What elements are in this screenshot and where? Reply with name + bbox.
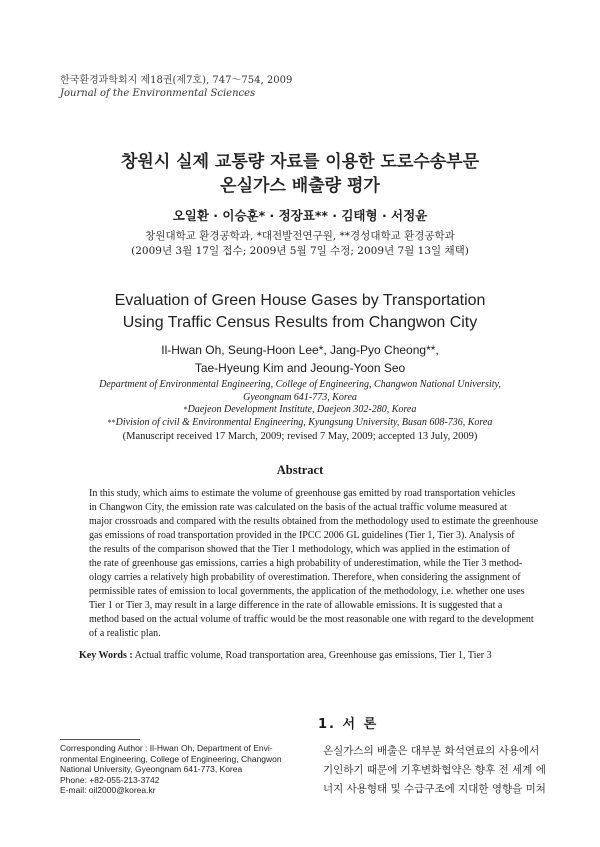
manuscript-dates: (Manuscript received 17 March, 2009; revised 7 May, 2009; accepted 13 July, 2009)	[122, 431, 478, 442]
footnote-divider	[60, 739, 140, 740]
english-title	[0, 290, 600, 334]
abstract-line: gas emissions of road transportation provided in the IPCC 2006 GL guidelines (Tier 1, Tier 3). Analysis of	[89, 530, 515, 541]
affiliation-2	[0, 404, 600, 417]
abstract-line: major crossroads and compared with the results obtained from the methodology used to estimate the greenhouse	[89, 516, 539, 527]
abstract-line: ology carries a relatively high probability of overestimation. Therefore, when considering the assignment of	[89, 572, 521, 583]
english-title-line-2: Using Traffic Census Results from Changwon City	[122, 314, 478, 331]
section-heading: 1. 서 론	[318, 717, 379, 732]
english-affiliations	[0, 379, 600, 429]
correspondence-line: Corresponding Author : Il-Hwan Oh, Department of Envi-	[60, 743, 273, 753]
english-authors-line-2: Tae-Hyeung Kim and Jeoung-Yoon Seo	[194, 361, 406, 375]
english-authors-line-1: Il-Hwan Oh, Seung-Hoon Lee*, Jang-Pyo Cheong**,	[161, 343, 439, 357]
keywords	[79, 649, 539, 663]
keywords-text: Actual traffic volume, Road transportation area, Greenhouse gas emissions, Tier 1, Tier 3	[132, 650, 492, 661]
abstract-line: the rate of greenhouse gas emissions, carries a high probability of underestimation, while the Tier 3 method-	[89, 558, 523, 569]
affiliation-2-text: Daejeon Development Institute, Daejeon 302-280, Korea	[187, 404, 417, 415]
journal-name: Journal of the Environmental Sciences	[60, 88, 256, 99]
english-title-line-1: Evaluation of Green House Gases by Transportation	[114, 292, 486, 309]
english-authors	[0, 341, 600, 377]
affiliation-1-line-2: Gyeongnam 641-773, Korea	[243, 391, 357, 403]
korean-title	[0, 150, 600, 198]
affiliation-3-text: Division of civil & Environmental Engineering, Kyungsung University, Busan 608-736, Korea	[115, 416, 493, 428]
correspondence-line: Phone: +82-055-213-3742	[60, 774, 160, 785]
affiliation-3	[0, 417, 600, 430]
intro-line: 온실가스의 배출은 대부분 화석연료의 사용에서	[323, 745, 540, 757]
korean-affiliations: 창원대학교 환경공학과, *대전발전연구원, **경성대학교 환경공학과	[145, 230, 455, 242]
correspondence-line: E-mail: oil2000@korea.kr	[60, 785, 156, 796]
abstract-line: in Changwon City, the emission rate was calculated on the basis of the actual traffic volume measured at	[89, 502, 507, 513]
correspondence-line: National University, Gyeongnam 641-773, Korea	[60, 764, 243, 775]
intro-line: 너지 사용형태 및 수급구조에 지대한 영향을 미쳐	[323, 783, 546, 795]
abstract-line: method based on the actual volume of traffic would be the most reasonable one with regard to the development	[89, 614, 534, 625]
introduction-text	[313, 742, 553, 799]
journal-citation: 한국환경과학회지 제18권(제7호), 747～754, 2009	[60, 75, 293, 86]
affiliation-1-line-1: Department of Environmental Engineering, College of Engineering, Changwon National University,	[99, 379, 501, 390]
journal-header	[60, 74, 292, 100]
keywords-label: Key Words :	[79, 650, 133, 661]
abstract-line: the results of the comparison showed that the Tier 1 methodology, which was applied in the estimation of	[89, 544, 510, 555]
abstract-line: Tier 1 or Tier 3, may result in a large difference in the rate of allowable emissions. It is suggested that a	[89, 600, 503, 611]
korean-dates: (2009년 3월 17일 접수; 2009년 5월 7일 수정; 2009년 7월 13일 채택)	[131, 245, 469, 257]
abstract-body	[79, 487, 539, 641]
korean-authors: 오일환 · 이승훈* · 정장표** · 김태형 · 서정윤	[172, 208, 428, 223]
korean-title-line-2: 온실가스 배출량 평가	[220, 176, 380, 196]
abstract-line: of a realistic plan.	[89, 628, 161, 639]
abstract-line: In this study, which aims to estimate the volume of greenhouse gas emitted by road transportation vehicles	[89, 488, 516, 499]
correspondence-line: ronmental Engineering, College of Engineering, Changwon	[60, 753, 282, 764]
affiliation-2-mark: *	[183, 405, 188, 414]
korean-title-line-1: 창원시 실제 교통량 자료를 이용한 도로수송부문	[120, 152, 480, 172]
intro-line: 기인하기 때문에 기후변화협약은 향후 전 세계 에	[323, 764, 546, 776]
abstract-heading: Abstract	[276, 463, 324, 477]
abstract-line: permissible rates of emission to local governments, the application of the methodology, i.e. whether one uses	[89, 586, 525, 597]
affiliation-3-mark: **	[107, 417, 116, 427]
correspondence-footnote	[60, 743, 295, 796]
